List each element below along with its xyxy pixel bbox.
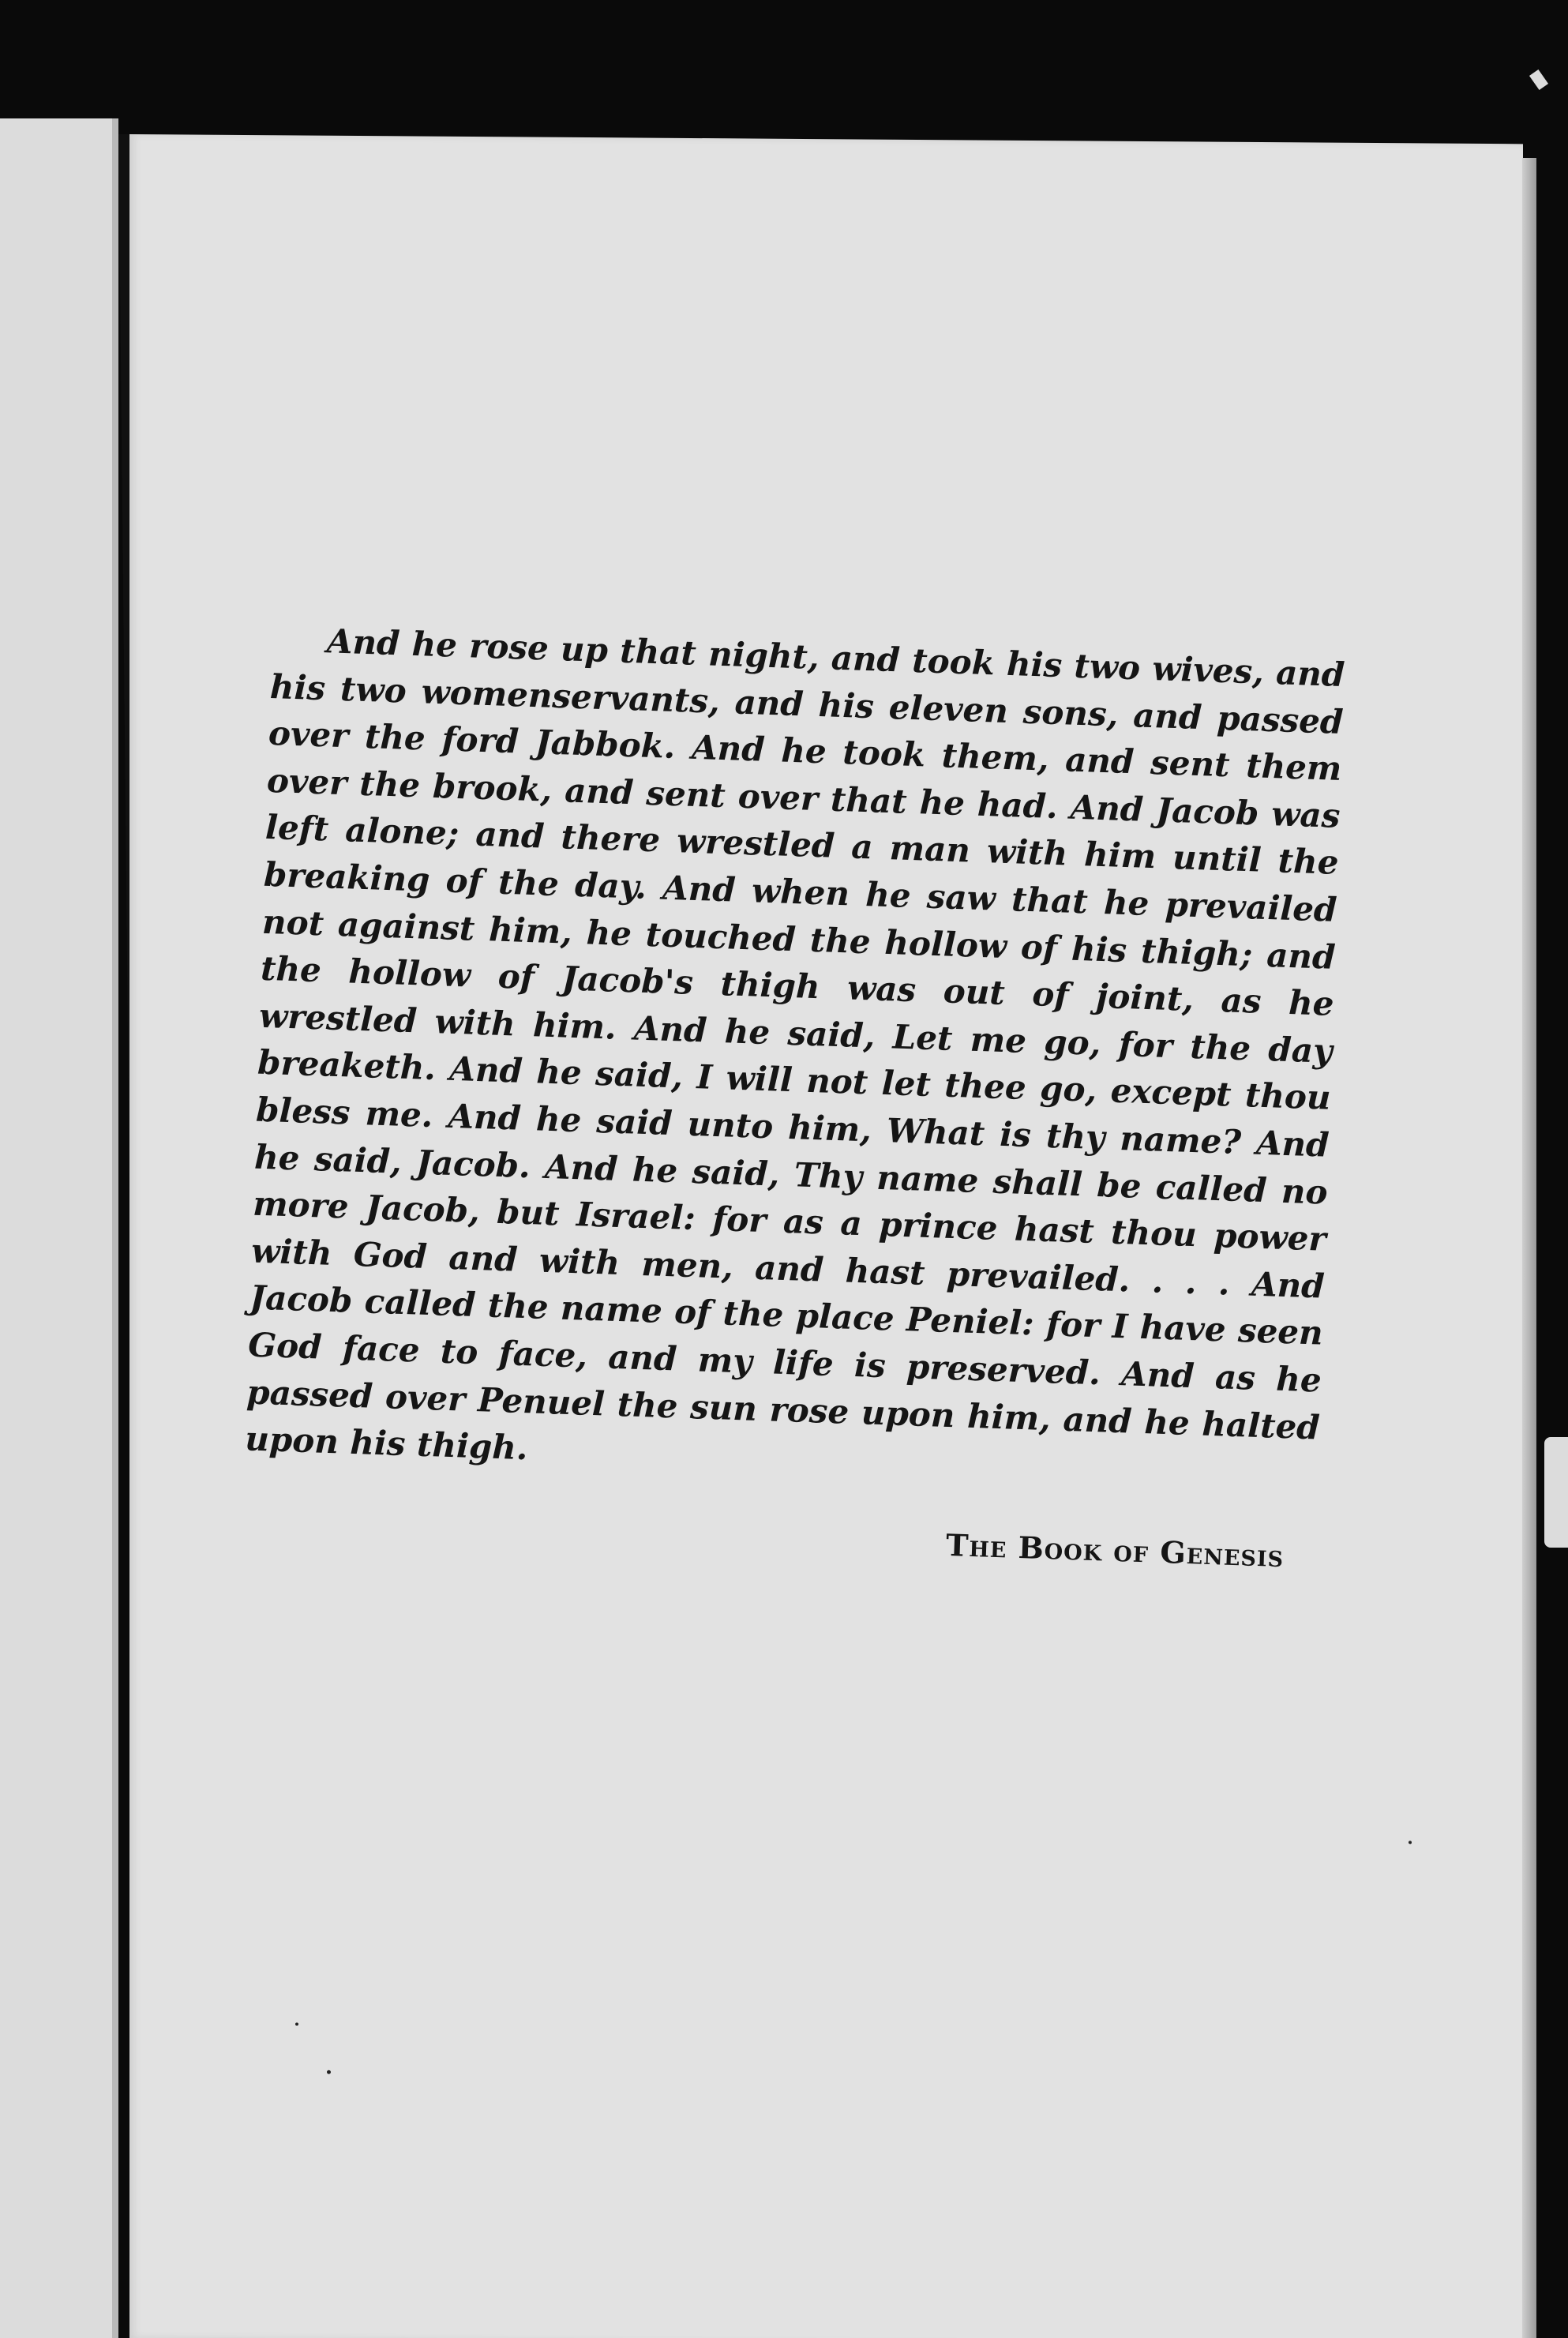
dust-speck: [295, 2022, 298, 2025]
scripture-passage: And he rose up that night, and took his two wives, and his two womenservants, and his eleven sons, and passed over the ford Jabbok. And he took them, and sent them over the brook, and sent over that he had. And Jacob was left alone; and there wrestled a man with him until the breaking of the day. And when he saw that he prevailed not against him, he touched the hollow of his thigh; and the hollow of Jacob's thigh was out of joint, as he wrestled with him. And he said, Let me go, for the day breaketh. And he said, I will not let thee go, except thou bless me. And he said unto him, What is thy name? And he said, Jacob. And he said, Thy name shall be called no more Jacob, but Israel: for as a prince hast thou power with God and with men, and hast prevailed. . . . And Jacob called the name of the place Peniel: for I have seen God face to face, and my life is preserved. And as he passed over Penuel the sun rose upon him, and he halted upon his thigh.: [244, 621, 1346, 1468]
dust-speck: [327, 2070, 331, 2074]
paper-tab: [1544, 1437, 1568, 1548]
source-attribution: The Book of Genesis: [945, 1526, 1285, 1574]
facing-page-edge: [0, 118, 118, 2338]
corner-mark: [1529, 69, 1548, 90]
page-edge-shadow: [1522, 158, 1536, 2338]
quotation-block: [242, 616, 1345, 1574]
dust-speck: [1409, 1841, 1412, 1844]
